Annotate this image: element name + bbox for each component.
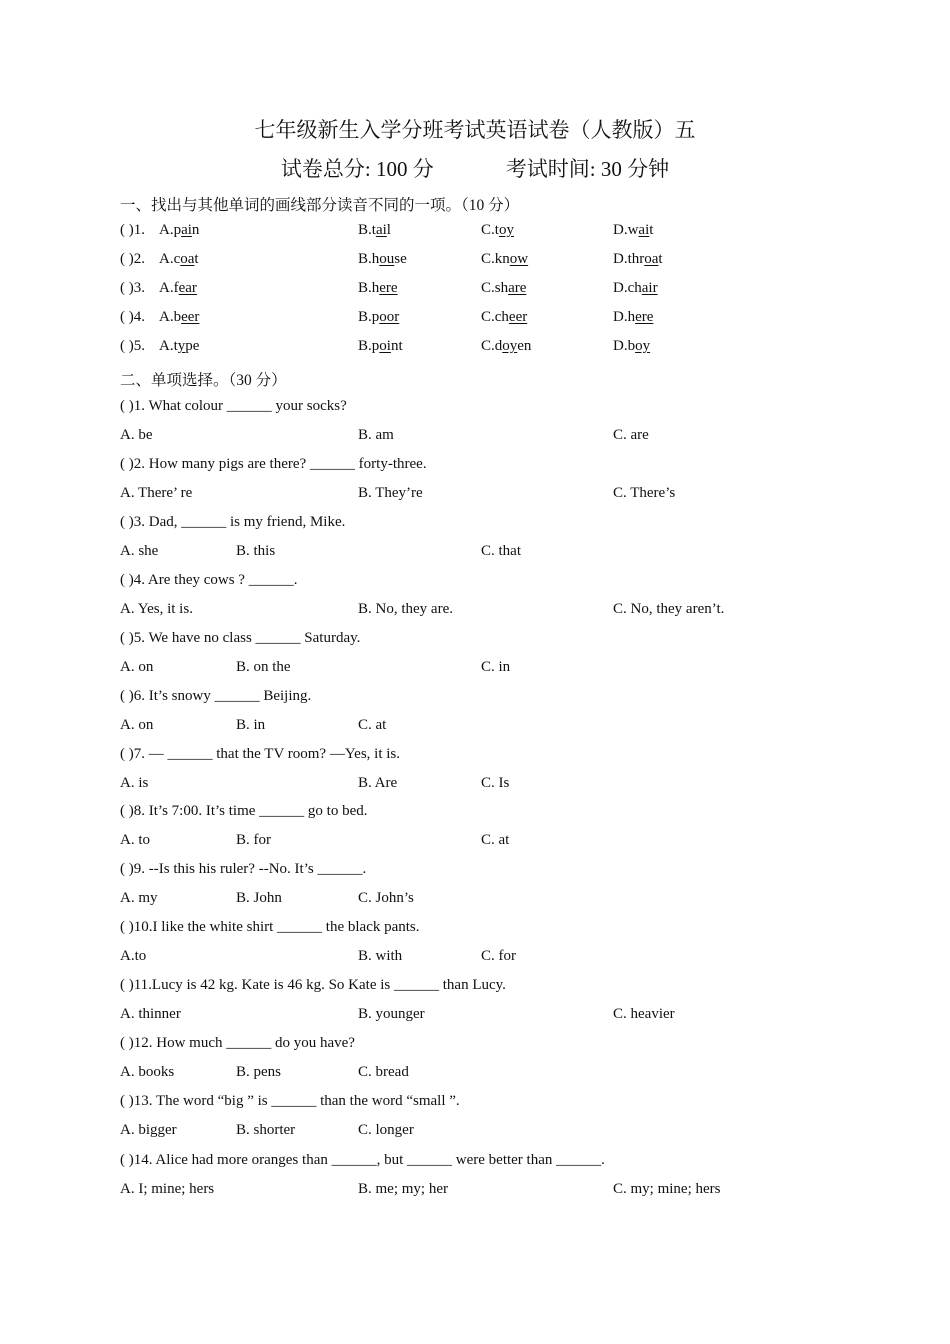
section1-heading: 一、找出与其他单词的画线部分读音不同的一项。（10 分） — [120, 197, 520, 214]
option-c: C.doyen — [481, 338, 532, 354]
choice-b: B. on the — [236, 659, 291, 675]
choice-a: A. be — [120, 427, 153, 443]
choice-c: C. heavier — [613, 1006, 675, 1022]
option-d: D.boy — [613, 338, 651, 354]
choice-b: B. John — [236, 890, 282, 906]
option-d: D.here — [613, 309, 654, 325]
choice-a: A. on — [120, 717, 154, 733]
choice-b: B. with — [358, 948, 403, 964]
option-a: A.beer — [159, 309, 200, 325]
option-c: C.share — [481, 280, 527, 296]
choice-c: C. Is — [481, 775, 510, 791]
underlined-letters: oy — [635, 338, 651, 354]
option-b: B.poor — [358, 309, 400, 325]
mc-options-row — [0, 601, 950, 623]
underlined-letters: ow — [509, 251, 529, 267]
choice-b: B. They’re — [358, 485, 423, 501]
exam-info — [0, 153, 950, 183]
choice-b: B. No, they are. — [358, 601, 453, 617]
option-a: A.fear — [159, 280, 197, 296]
total-score: 试卷总分: 100 分 — [280, 157, 434, 181]
question-text: ( )13. The word “big ” is ______ than the word “small ”. — [120, 1093, 460, 1109]
choice-c: C. that — [481, 543, 521, 559]
mc-question-stem — [0, 456, 950, 478]
option-d: D.wait — [613, 222, 654, 238]
choice-b: B. this — [236, 543, 276, 559]
mc-options-row — [0, 485, 950, 507]
option-c: C.cheer — [481, 309, 528, 325]
option-a: A.type — [159, 338, 200, 354]
underlined-letters: oy — [502, 338, 518, 354]
choice-a: A. I; mine; hers — [120, 1181, 215, 1197]
choice-a: A. she — [120, 543, 159, 559]
option-d: D.chair — [613, 280, 658, 296]
question-number: ( )4. — [120, 309, 145, 325]
mc-options-row — [0, 1064, 950, 1086]
question-text: ( )1. What colour ______ your socks? — [120, 398, 347, 414]
question-text: ( )12. How much ______ do you have? — [120, 1035, 355, 1051]
underlined-letters: ai — [638, 222, 650, 238]
question-text: ( )4. Are they cows ? ______. — [120, 572, 298, 588]
choice-a: A. to — [120, 832, 150, 848]
phonics-question — [0, 251, 950, 273]
choice-c: C. at — [358, 717, 387, 733]
underlined-letters: ere — [635, 309, 654, 325]
choice-b: B. me; my; her — [358, 1181, 448, 1197]
mc-question-stem — [0, 630, 950, 652]
phonics-question — [0, 309, 950, 331]
question-number: ( )1. — [120, 222, 145, 238]
choice-a: A. Yes, it is. — [120, 601, 193, 617]
option-c: C.know — [481, 251, 529, 267]
option-b: B.tail — [358, 222, 391, 238]
choice-a: A. thinner — [120, 1006, 181, 1022]
phonics-question — [0, 280, 950, 302]
mc-question-stem — [0, 398, 950, 420]
question-number: ( )3. — [120, 280, 145, 296]
choice-c: C. at — [481, 832, 510, 848]
choice-a: A. bigger — [120, 1122, 177, 1138]
underlined-letters: ai — [181, 222, 192, 238]
mc-question-stem — [0, 746, 950, 768]
underlined-letters: oor — [379, 309, 400, 325]
mc-question-stem — [0, 1152, 950, 1174]
mc-options-row — [0, 890, 950, 912]
choice-a: A. is — [120, 775, 149, 791]
choice-b: B. shorter — [236, 1122, 296, 1138]
underlined-letters: oa — [644, 251, 659, 267]
question-text: ( )5. We have no class ______ Saturday. — [120, 630, 361, 646]
choice-c: C. are — [613, 427, 649, 443]
mc-question-stem — [0, 1093, 950, 1115]
choice-b: B. in — [236, 717, 266, 733]
question-text: ( )2. How many pigs are there? ______ forty-three. — [120, 456, 427, 472]
phonics-question — [0, 222, 950, 244]
section2-heading: 二、单项选择。（30 分） — [120, 372, 287, 389]
choice-c: C. John’s — [358, 890, 414, 906]
underlined-letters: eer — [181, 309, 200, 325]
mc-options-row — [0, 717, 950, 739]
mc-question-stem — [0, 688, 950, 710]
choice-b: B. for — [236, 832, 271, 848]
mc-question-stem — [0, 514, 950, 536]
mc-question-stem — [0, 572, 950, 594]
option-a: A.pain — [159, 222, 200, 238]
page-title: 七年级新生入学分班考试英语试卷（人教版）五 — [254, 118, 696, 142]
option-c: C.toy — [481, 222, 514, 238]
underlined-letters: y — [177, 338, 186, 354]
choice-c: C. There’s — [613, 485, 676, 501]
phonics-question — [0, 338, 950, 360]
underlined-letters: ere — [379, 280, 398, 296]
question-number: ( )5. — [120, 338, 145, 354]
exam-time: 考试时间: 30 分钟 — [505, 157, 670, 181]
underlined-letters: oy — [498, 222, 514, 238]
mc-options-row — [0, 427, 950, 449]
mc-question-stem — [0, 919, 950, 941]
choice-c: C. my; mine; hers — [613, 1181, 721, 1197]
option-d: D.throat — [613, 251, 663, 267]
question-text: ( )10.I like the white shirt ______ the black pants. — [120, 919, 420, 935]
question-text: ( )6. It’s snowy ______ Beijing. — [120, 688, 312, 704]
choice-c: C. bread — [358, 1064, 409, 1080]
underlined-letters: ai — [375, 222, 387, 238]
choice-a: A. on — [120, 659, 154, 675]
underlined-letters: oa — [180, 251, 195, 267]
mc-options-row — [0, 775, 950, 797]
question-number: ( )2. — [120, 251, 145, 267]
mc-options-row — [0, 948, 950, 970]
underlined-letters: are — [508, 280, 527, 296]
underlined-letters: air — [641, 280, 658, 296]
mc-question-stem — [0, 803, 950, 825]
underlined-letters: ou — [379, 251, 395, 267]
option-b: B.here — [358, 280, 398, 296]
choice-c: C. for — [481, 948, 516, 964]
choice-a: A. books — [120, 1064, 175, 1080]
option-a: A.coat — [159, 251, 199, 267]
mc-options-row — [0, 832, 950, 854]
mc-options-row — [0, 543, 950, 565]
choice-b: B. pens — [236, 1064, 281, 1080]
question-text: ( )11.Lucy is 42 kg. Kate is 46 kg. So Kate is ______ than Lucy. — [120, 977, 506, 993]
choice-a: A. There’ re — [120, 485, 193, 501]
choice-a: A. my — [120, 890, 158, 906]
choice-a: A.to — [120, 948, 147, 964]
choice-b: B. am — [358, 427, 394, 443]
question-text: ( )9. --Is this his ruler? --No. It’s ______. — [120, 861, 367, 877]
question-text: ( )7. — ______ that the TV room? —Yes, it is. — [120, 746, 400, 762]
question-text: ( )3. Dad, ______ is my friend, Mike. — [120, 514, 346, 530]
question-text: ( )14. Alice had more oranges than ______, but ______ were better than ______. — [120, 1152, 605, 1168]
mc-options-row — [0, 659, 950, 681]
mc-options-row — [0, 1181, 950, 1203]
underlined-letters: eer — [508, 309, 528, 325]
mc-options-row — [0, 1006, 950, 1028]
mc-question-stem — [0, 861, 950, 883]
mc-options-row — [0, 1122, 950, 1144]
choice-c: C. in — [481, 659, 511, 675]
choice-c: C. longer — [358, 1122, 414, 1138]
option-b: B.point — [358, 338, 403, 354]
mc-question-stem — [0, 1035, 950, 1057]
option-b: B.house — [358, 251, 407, 267]
underlined-letters: ear — [178, 280, 197, 296]
choice-b: B. Are — [358, 775, 398, 791]
mc-question-stem — [0, 977, 950, 999]
underlined-letters: oi — [379, 338, 391, 354]
question-text: ( )8. It’s 7:00. It’s time ______ go to bed. — [120, 803, 368, 819]
choice-c: C. No, they aren’t. — [613, 601, 725, 617]
choice-b: B. younger — [358, 1006, 425, 1022]
